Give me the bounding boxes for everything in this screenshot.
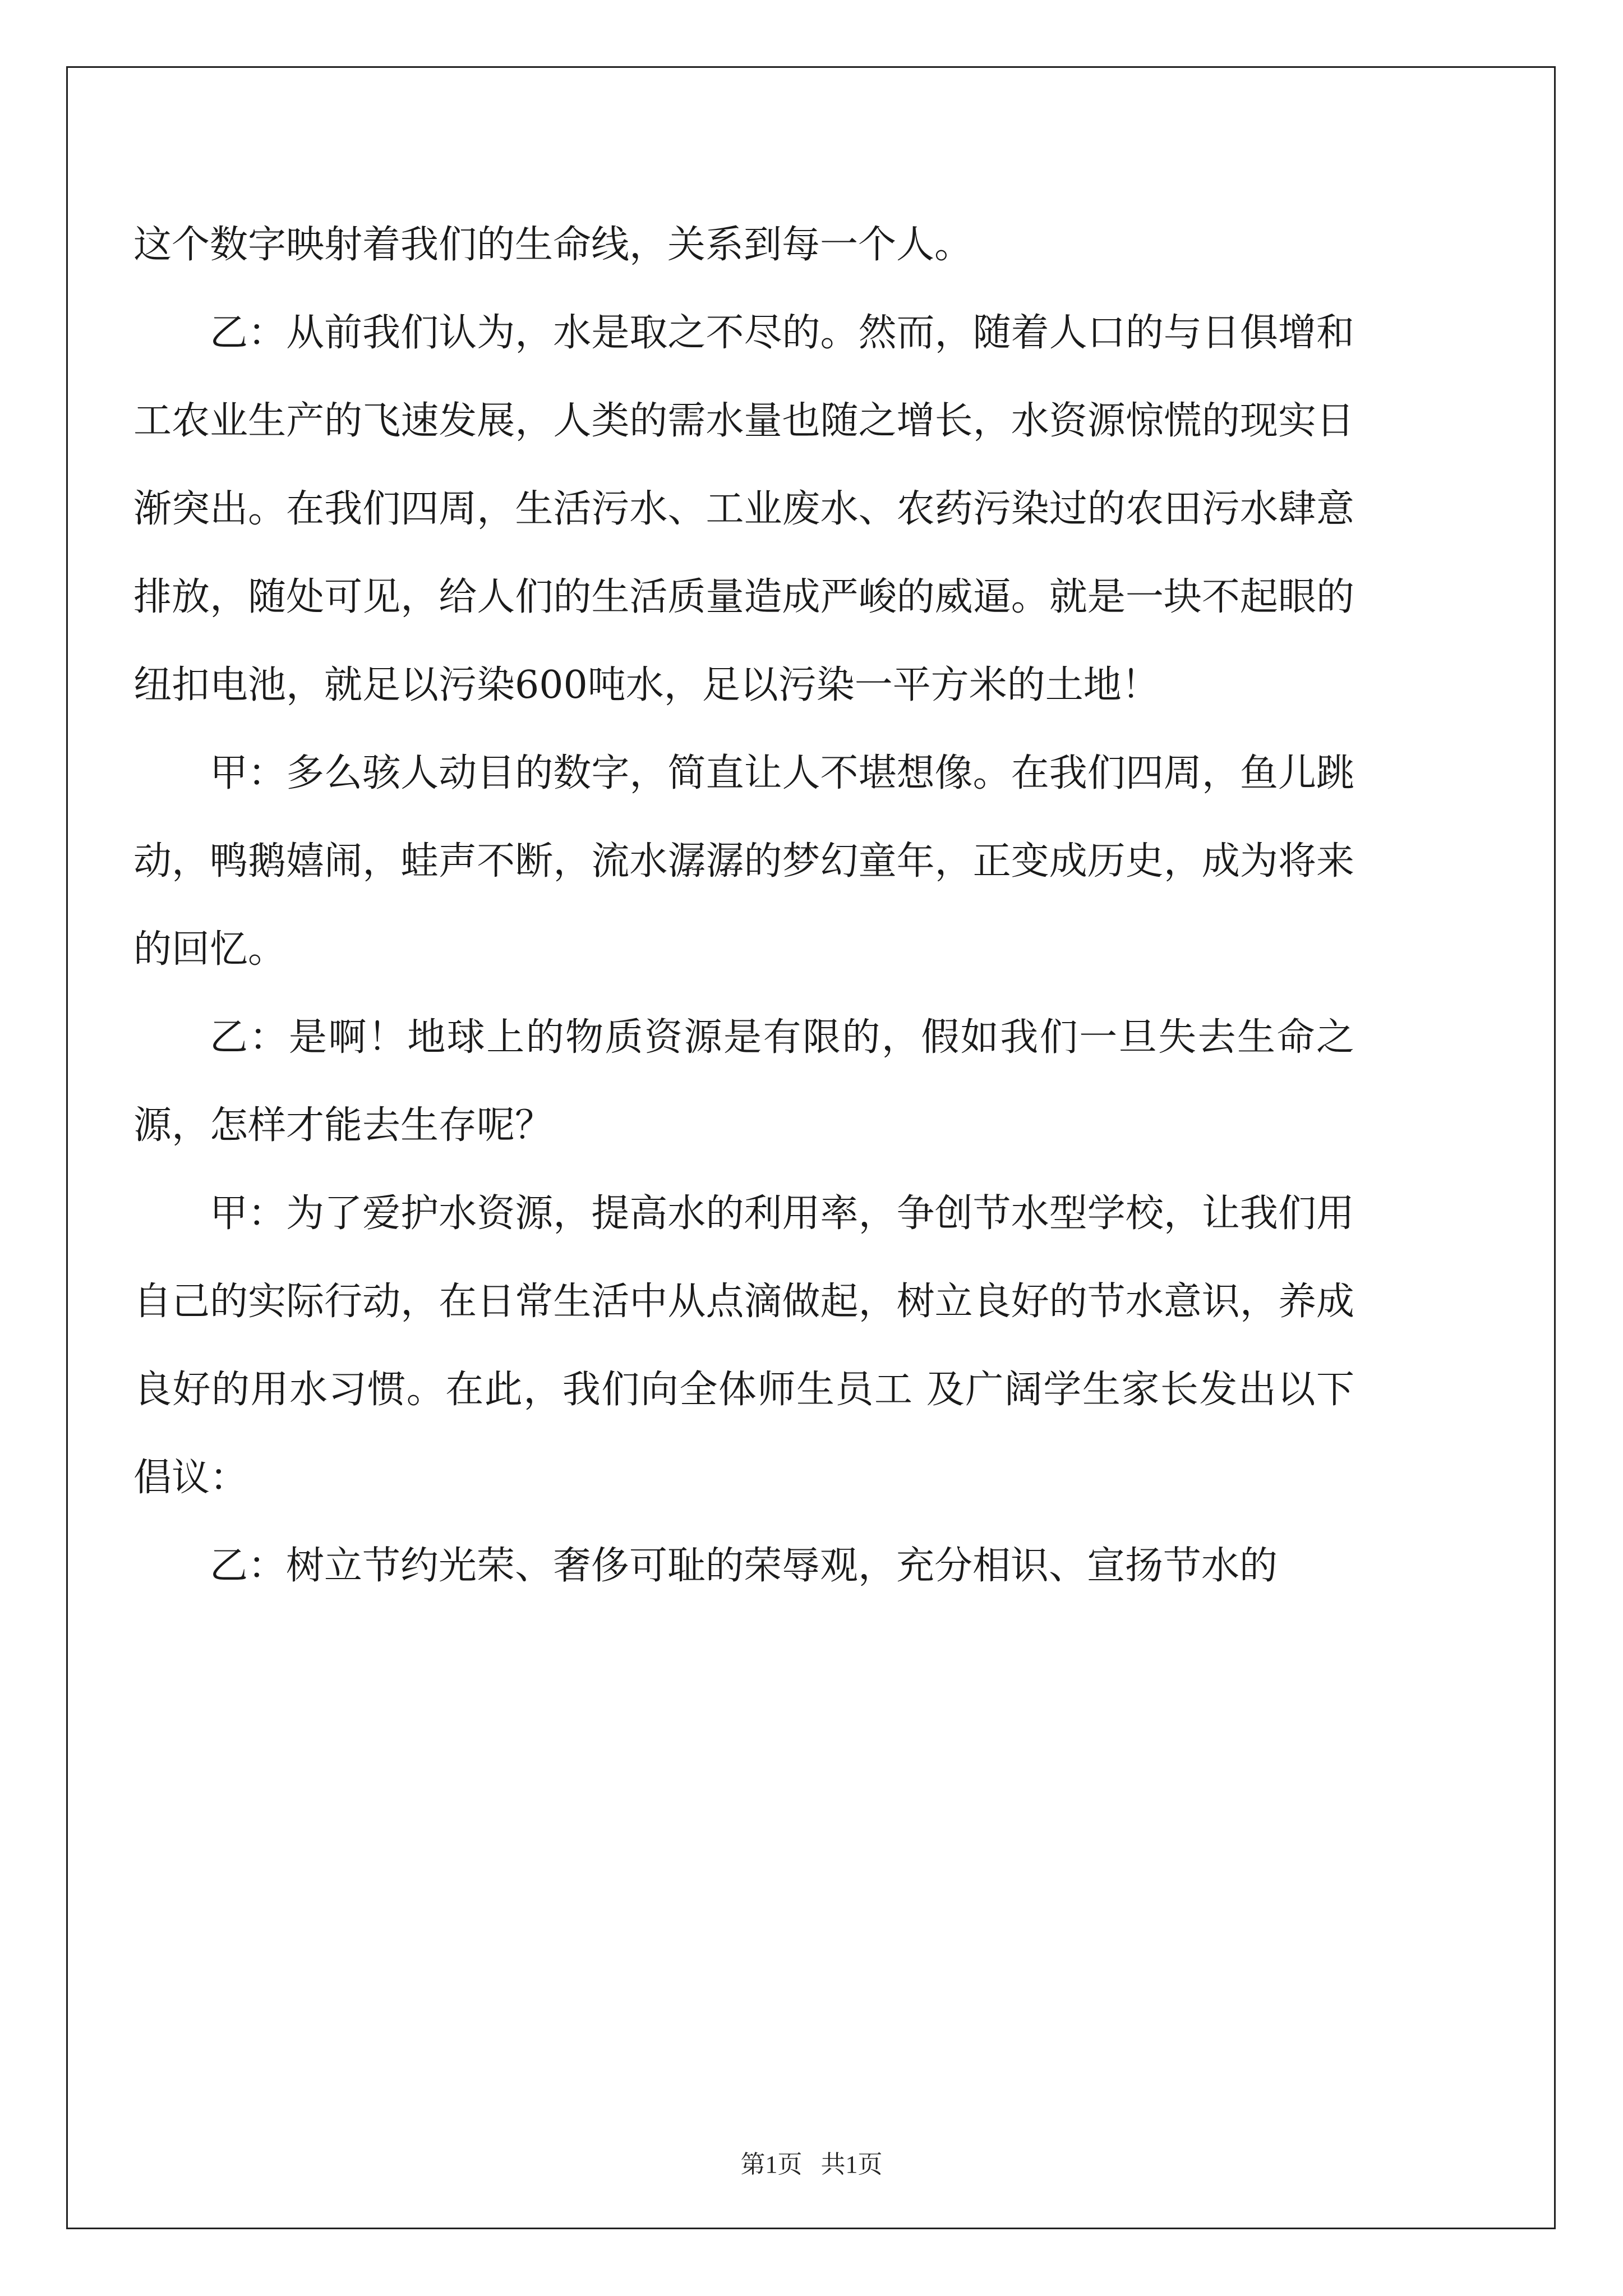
paragraph-5: 甲：为了爱护水资源，提高水的利用率，争创节水型学校，让我们用自己的实际行动，在日常生活中从点滴做起，树立良好的节水意识，养成良好的用水习惯。在此，我们向全体师生员工 及广阔学生家长发出以下倡议： bbox=[133, 1191, 1354, 1500]
paragraph-3: 甲：多么骇人动目的数字，简直让人不堪想像。在我们四周，鱼儿跳动，鸭鹅嬉闹，蛙声不断，流水潺潺的梦幻童年，正变成历史，成为将来的回忆。 bbox=[133, 751, 1354, 972]
page-number-footer: 第1页 共1页 bbox=[740, 2151, 883, 2178]
paragraph-6: 乙：树立节约光荣、奢侈可耻的荣辱观，充分相识、宣扬节水的 bbox=[210, 1544, 1278, 1588]
paragraph-2: 乙：从前我们认为，水是取之不尽的。然而，随着人口的与日俱增和工农业生产的飞速发展，人类的需水量也随之增长，水资源惊慌的现实日渐突出。在我们四周，生活污水、工业废水、农药污染过的农田污水肆意排放，随处可见，给人们的生活质量造成严峻的威逼。就是一块不起眼的纽扣电池，就足以污染600吨水，足以污染一平方米的土地！ bbox=[133, 311, 1354, 707]
paragraph-1: 这个数字映射着我们的生命线，关系到每一个人。 bbox=[133, 223, 973, 267]
paragraph-4: 乙：是啊！地球上的物质资源是有限的，假如我们一旦失去生命之源，怎样才能去生存呢？ bbox=[133, 1015, 1354, 1148]
document-body bbox=[133, 201, 1490, 1610]
